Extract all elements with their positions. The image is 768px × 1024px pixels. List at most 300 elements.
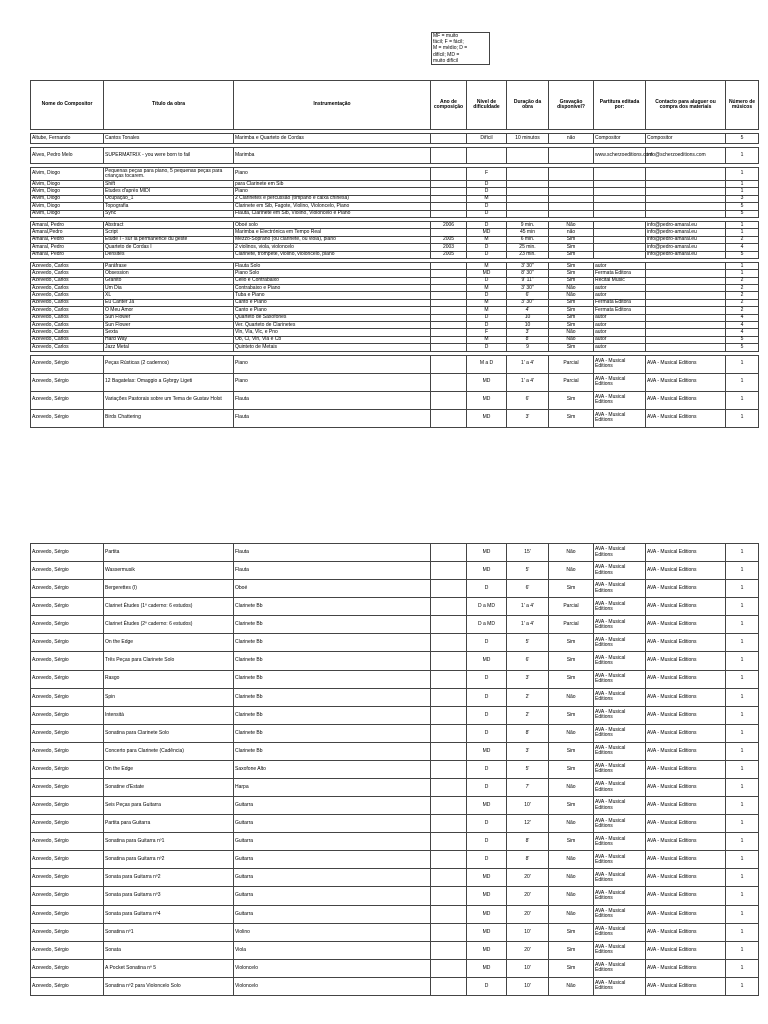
musicians-cell: 3 bbox=[726, 195, 759, 202]
publisher-cell bbox=[594, 236, 646, 243]
composer-cell: Alves, Pedro Melo bbox=[31, 148, 104, 164]
duration-cell: 3' bbox=[507, 409, 549, 427]
contact-cell: AVA - Musical Editions bbox=[646, 670, 726, 688]
duration-cell: 3' 30" bbox=[507, 262, 549, 269]
composer-cell: Amaral, Pedro bbox=[31, 236, 104, 243]
musicians-cell: 5 bbox=[726, 251, 759, 258]
recording-cell: Sim bbox=[549, 580, 594, 598]
difficulty-cell: D bbox=[467, 277, 507, 284]
column-header: Nome do Compositor bbox=[31, 81, 104, 130]
title-cell: Sun Flower bbox=[104, 322, 234, 329]
difficulty-cell: D bbox=[467, 815, 507, 833]
contact-cell bbox=[646, 188, 726, 195]
recording-cell: Sim bbox=[549, 244, 594, 251]
title-cell: Partita bbox=[104, 544, 234, 562]
difficulty-cell: MD bbox=[467, 652, 507, 670]
table-row bbox=[31, 148, 759, 164]
duration-cell: 2' bbox=[507, 706, 549, 724]
publisher-cell: AVA - Musical Editions bbox=[594, 580, 646, 598]
recording-cell: Sim bbox=[549, 652, 594, 670]
difficulty-cell: M a D bbox=[467, 355, 507, 373]
table-row bbox=[31, 134, 759, 144]
instrumentation-cell: Marimba e Electrónica em Tempo Real bbox=[234, 229, 431, 236]
composer-cell: Azevedo, Carlos bbox=[31, 344, 104, 351]
musicians-cell: 4 bbox=[726, 244, 759, 251]
title-cell: Bergerettes (I) bbox=[104, 580, 234, 598]
year-cell bbox=[431, 373, 467, 391]
publisher-cell: AVA - Musical Editions bbox=[594, 544, 646, 562]
composer-cell: Azevedo, Sérgio bbox=[31, 544, 104, 562]
difficulty-cell: D bbox=[467, 760, 507, 778]
musicians-cell: 1 bbox=[726, 797, 759, 815]
recording-cell: Não bbox=[549, 869, 594, 887]
musicians-cell: 5 bbox=[726, 203, 759, 210]
title-cell: Sonata para Guitarra nº3 bbox=[104, 887, 234, 905]
instrumentation-cell: Flauta Solo bbox=[234, 262, 431, 269]
difficulty-cell: D bbox=[467, 203, 507, 210]
recording-cell: Sim bbox=[549, 299, 594, 306]
difficulty-cell: M bbox=[467, 236, 507, 243]
table-row bbox=[31, 562, 759, 580]
recording-cell: Sim bbox=[549, 706, 594, 724]
musicians-cell: 1 bbox=[726, 688, 759, 706]
year-cell bbox=[431, 724, 467, 742]
publisher-cell: autor bbox=[594, 344, 646, 351]
publisher-cell: Recital Music bbox=[594, 277, 646, 284]
publisher-cell: autor bbox=[594, 292, 646, 299]
title-cell: Abstract bbox=[104, 221, 234, 228]
difficulty-cell: D bbox=[467, 322, 507, 329]
contact-cell: AVA - Musical Editions bbox=[646, 706, 726, 724]
recording-cell: Não bbox=[549, 544, 594, 562]
title-cell: Jazz Metal bbox=[104, 344, 234, 351]
difficulty-cell: MD bbox=[467, 229, 507, 236]
recording-cell: Não bbox=[549, 336, 594, 343]
recording-cell: Não bbox=[549, 562, 594, 580]
duration-cell: 23 min. bbox=[507, 251, 549, 258]
duration-cell: 10' bbox=[507, 797, 549, 815]
composer-cell: Azevedo, Sérgio bbox=[31, 869, 104, 887]
difficulty-cell: MD bbox=[467, 391, 507, 409]
recording-cell: Sim bbox=[549, 923, 594, 941]
contact-cell bbox=[646, 329, 726, 336]
contact-cell: info@pedro-amaral.eu bbox=[646, 251, 726, 258]
title-cell: Ocupação_1 bbox=[104, 195, 234, 202]
publisher-cell: AVA - Musical Editions bbox=[594, 706, 646, 724]
recording-cell: Não bbox=[549, 977, 594, 995]
duration-cell: 10' bbox=[507, 977, 549, 995]
table-row bbox=[31, 851, 759, 869]
recording-cell: Não bbox=[549, 221, 594, 228]
contact-cell: AVA - Musical Editions bbox=[646, 580, 726, 598]
difficulty-cell: F bbox=[467, 168, 507, 181]
composer-cell: Azevedo, Sérgio bbox=[31, 923, 104, 941]
publisher-cell: autor bbox=[594, 285, 646, 292]
title-cell: Sonata bbox=[104, 941, 234, 959]
duration-cell bbox=[507, 188, 549, 195]
difficulty-cell: M bbox=[467, 195, 507, 202]
duration-cell: 1' a 4' bbox=[507, 616, 549, 634]
year-cell bbox=[431, 344, 467, 351]
recording-cell bbox=[549, 168, 594, 181]
table-row bbox=[31, 616, 759, 634]
difficulty-cell: M bbox=[467, 299, 507, 306]
year-cell bbox=[431, 797, 467, 815]
duration-cell bbox=[507, 148, 549, 164]
instrumentation-cell: Clarinete Bb bbox=[234, 706, 431, 724]
publisher-cell bbox=[594, 168, 646, 181]
duration-cell: 9 bbox=[507, 344, 549, 351]
table-row bbox=[31, 251, 759, 258]
instrumentation-cell: Viola bbox=[234, 941, 431, 959]
musicians-cell: 1 bbox=[726, 815, 759, 833]
difficulty-cell: MD bbox=[467, 959, 507, 977]
difficulty-cell: M bbox=[467, 336, 507, 343]
instrumentation-cell: Violoncelo bbox=[234, 977, 431, 995]
table-row bbox=[31, 168, 759, 181]
recording-cell bbox=[549, 181, 594, 188]
difficulty-cell: MD bbox=[467, 869, 507, 887]
difficulty-cell: M bbox=[467, 262, 507, 269]
table-row bbox=[31, 270, 759, 277]
musicians-cell: 1 bbox=[726, 544, 759, 562]
year-cell bbox=[431, 598, 467, 616]
recording-cell: Parcial bbox=[549, 598, 594, 616]
composer-cell: Azevedo, Carlos bbox=[31, 329, 104, 336]
duration-cell: 2' bbox=[507, 688, 549, 706]
musicians-cell: 1 bbox=[726, 355, 759, 373]
title-cell: Granito bbox=[104, 277, 234, 284]
publisher-cell: www.scherzoeditions.com bbox=[594, 148, 646, 164]
composer-cell: Azevedo, Sérgio bbox=[31, 815, 104, 833]
musicians-cell: 1 bbox=[726, 148, 759, 164]
duration-cell: 6' bbox=[507, 391, 549, 409]
instrumentation-cell: Clarinete Bb bbox=[234, 616, 431, 634]
table-row bbox=[31, 391, 759, 409]
composer-cell: Azevedo, Carlos bbox=[31, 322, 104, 329]
composer-cell: Azevedo, Sérgio bbox=[31, 634, 104, 652]
composer-cell: Azevedo, Carlos bbox=[31, 262, 104, 269]
title-cell: Wassermusik bbox=[104, 562, 234, 580]
recording-cell bbox=[549, 148, 594, 164]
instrumentation-cell: Guitarra bbox=[234, 797, 431, 815]
table-row bbox=[31, 887, 759, 905]
year-cell bbox=[431, 688, 467, 706]
publisher-cell: autor bbox=[594, 262, 646, 269]
contact-cell: AVA - Musical Editions bbox=[646, 977, 726, 995]
recording-cell: Não bbox=[549, 887, 594, 905]
instrumentation-cell: Clarinete Bb bbox=[234, 724, 431, 742]
composer-cell: Azevedo, Sérgio bbox=[31, 706, 104, 724]
difficulty-cell: D bbox=[467, 188, 507, 195]
musicians-cell: 2 bbox=[726, 299, 759, 306]
duration-cell: 3' 30" bbox=[507, 285, 549, 292]
table-row bbox=[31, 244, 759, 251]
title-cell: Concerto para Clarinete (Cadência) bbox=[104, 742, 234, 760]
difficulty-cell: D bbox=[467, 670, 507, 688]
year-cell bbox=[431, 544, 467, 562]
recording-cell: Não bbox=[549, 779, 594, 797]
publisher-cell bbox=[594, 251, 646, 258]
duration-cell: 8' 30" bbox=[507, 270, 549, 277]
duration-cell: 15' bbox=[507, 544, 549, 562]
recording-cell: não bbox=[549, 134, 594, 144]
title-cell: Sexta bbox=[104, 329, 234, 336]
year-cell bbox=[431, 329, 467, 336]
title-cell: Sonata para Guitarra nº4 bbox=[104, 905, 234, 923]
musicians-cell: 2 bbox=[726, 285, 759, 292]
instrumentation-cell: Violoncelo bbox=[234, 959, 431, 977]
recording-cell: Sim bbox=[549, 270, 594, 277]
composer-cell: Azevedo, Sérgio bbox=[31, 616, 104, 634]
title-cell: Seis Peças para Guitarra bbox=[104, 797, 234, 815]
publisher-cell: Fermata Editora bbox=[594, 270, 646, 277]
composer-cell: Azevedo, Sérgio bbox=[31, 688, 104, 706]
composer-cell: Azevedo, Sérgio bbox=[31, 905, 104, 923]
musicians-cell: 1 bbox=[726, 833, 759, 851]
difficulty-cell: D bbox=[467, 221, 507, 228]
publisher-cell: AVA - Musical Editions bbox=[594, 598, 646, 616]
compositions-table-page-2 bbox=[30, 543, 759, 996]
contact-cell: AVA - Musical Editions bbox=[646, 959, 726, 977]
instrumentation-cell: Guitarra bbox=[234, 905, 431, 923]
year-cell bbox=[431, 616, 467, 634]
duration-cell: 1' a 4' bbox=[507, 355, 549, 373]
title-cell: Sonatine d'Estate bbox=[104, 779, 234, 797]
instrumentation-cell: Canto e Piano bbox=[234, 299, 431, 306]
table-row bbox=[31, 203, 759, 210]
table-row bbox=[31, 409, 759, 427]
year-cell bbox=[431, 652, 467, 670]
composer-cell: Azevedo, Sérgio bbox=[31, 652, 104, 670]
difficulty-cell: D bbox=[467, 580, 507, 598]
composer-cell: Azevedo, Sérgio bbox=[31, 598, 104, 616]
recording-cell: Sim bbox=[549, 262, 594, 269]
musicians-cell: 1 bbox=[726, 616, 759, 634]
table-row bbox=[31, 336, 759, 343]
recording-cell: Sim bbox=[549, 409, 594, 427]
publisher-cell bbox=[594, 210, 646, 217]
title-cell: Partita para Guitarra bbox=[104, 815, 234, 833]
title-cell: Três Peças para Clarinete Solo bbox=[104, 652, 234, 670]
title-cell: Script bbox=[104, 229, 234, 236]
duration-cell bbox=[507, 203, 549, 210]
publisher-cell: AVA - Musical Editions bbox=[594, 905, 646, 923]
instrumentation-cell: Ob, Cl, Vln, Vla e Cb bbox=[234, 336, 431, 343]
composer-cell: Azevedo, Carlos bbox=[31, 336, 104, 343]
composer-cell: Azevedo, Carlos bbox=[31, 307, 104, 314]
table-row bbox=[31, 742, 759, 760]
difficulty-cell: D bbox=[467, 210, 507, 217]
year-cell bbox=[431, 322, 467, 329]
year-cell bbox=[431, 336, 467, 343]
instrumentation-cell: Piano bbox=[234, 188, 431, 195]
year-cell bbox=[431, 195, 467, 202]
recording-cell: Sim bbox=[549, 307, 594, 314]
duration-cell: 10' bbox=[507, 959, 549, 977]
composer-cell: Amaral, Pedro bbox=[31, 244, 104, 251]
contact-cell bbox=[646, 195, 726, 202]
year-cell bbox=[431, 307, 467, 314]
title-cell: Sync bbox=[104, 210, 234, 217]
difficulty-cell: MD bbox=[467, 270, 507, 277]
composer-cell: Azevedo, Sérgio bbox=[31, 724, 104, 742]
composer-cell: Azevedo, Sérgio bbox=[31, 742, 104, 760]
title-cell: Densités bbox=[104, 251, 234, 258]
publisher-cell: AVA - Musical Editions bbox=[594, 923, 646, 941]
publisher-cell: autor bbox=[594, 336, 646, 343]
year-cell bbox=[431, 887, 467, 905]
composer-cell: Alvim, Diogo bbox=[31, 195, 104, 202]
composer-cell: Azevedo, Sérgio bbox=[31, 797, 104, 815]
table-row bbox=[31, 262, 759, 269]
instrumentation-cell: Marimba e Quarteto de Cordas bbox=[234, 134, 431, 144]
table-row bbox=[31, 670, 759, 688]
year-cell bbox=[431, 409, 467, 427]
contact-cell bbox=[646, 262, 726, 269]
recording-cell: Sim bbox=[549, 670, 594, 688]
recording-cell: Não bbox=[549, 329, 594, 336]
year-cell bbox=[431, 355, 467, 373]
year-cell bbox=[431, 181, 467, 188]
recording-cell: Sim bbox=[549, 236, 594, 243]
difficulty-cell: MD bbox=[467, 887, 507, 905]
recording-cell: Sim bbox=[549, 391, 594, 409]
table-row bbox=[31, 344, 759, 351]
duration-cell: 7' bbox=[507, 779, 549, 797]
recording-cell: Sim bbox=[549, 833, 594, 851]
recording-cell bbox=[549, 195, 594, 202]
duration-cell: 4' bbox=[507, 307, 549, 314]
instrumentation-cell: Clarinete Bb bbox=[234, 634, 431, 652]
duration-cell: 8' bbox=[507, 724, 549, 742]
instrumentation-cell: Clarinete Bb bbox=[234, 742, 431, 760]
instrumentation-cell: Piano bbox=[234, 168, 431, 181]
instrumentation-cell: Clarinete Bb bbox=[234, 688, 431, 706]
instrumentation-cell: Mezzo-Soprano (ou clarinete, ou viola), piano bbox=[234, 236, 431, 243]
title-cell: Sonatina nº1 bbox=[104, 923, 234, 941]
instrumentation-cell: 2 violinos, viola, violoncelo bbox=[234, 244, 431, 251]
year-cell bbox=[431, 270, 467, 277]
year-cell bbox=[431, 299, 467, 306]
musicians-cell: 1 bbox=[726, 634, 759, 652]
duration-cell: 10 bbox=[507, 322, 549, 329]
difficulty-cell: M bbox=[467, 285, 507, 292]
title-cell: Sonata para Guitarra nº2 bbox=[104, 869, 234, 887]
contact-cell: AVA - Musical Editions bbox=[646, 815, 726, 833]
contact-cell: AVA - Musical Editions bbox=[646, 688, 726, 706]
title-cell: SUPERMATRIX - you were born to fail bbox=[104, 148, 234, 164]
instrumentation-cell: Piano Solo bbox=[234, 270, 431, 277]
difficulty-cell: D bbox=[467, 779, 507, 797]
publisher-cell bbox=[594, 195, 646, 202]
column-header: Ano de composição bbox=[431, 81, 467, 130]
recording-cell: Sim bbox=[549, 760, 594, 778]
composer-cell: Azevedo, Sérgio bbox=[31, 409, 104, 427]
recording-cell bbox=[549, 210, 594, 217]
contact-cell bbox=[646, 307, 726, 314]
column-header: Instrumentação bbox=[234, 81, 431, 130]
difficulty-cell: MD bbox=[467, 544, 507, 562]
recording-cell: Sim bbox=[549, 251, 594, 258]
year-cell bbox=[431, 210, 467, 217]
table-row bbox=[31, 634, 759, 652]
musicians-cell: 1 bbox=[726, 706, 759, 724]
column-header: Nível de dificuldade bbox=[467, 81, 507, 130]
column-header: Partitura editada por: bbox=[594, 81, 646, 130]
duration-cell bbox=[507, 195, 549, 202]
title-cell: Cantos Tonales bbox=[104, 134, 234, 144]
table-row bbox=[31, 277, 759, 284]
contact-cell: AVA - Musical Editions bbox=[646, 391, 726, 409]
table-row bbox=[31, 598, 759, 616]
musicians-cell: 5 bbox=[726, 344, 759, 351]
title-cell: Um Dia bbox=[104, 285, 234, 292]
year-cell bbox=[431, 742, 467, 760]
recording-cell: Não bbox=[549, 905, 594, 923]
title-cell: Hard Way bbox=[104, 336, 234, 343]
composer-cell: Azevedo, Sérgio bbox=[31, 833, 104, 851]
difficulty-cell: M bbox=[467, 307, 507, 314]
title-cell: Sonatina para Guitarra nº1 bbox=[104, 833, 234, 851]
table-row bbox=[31, 652, 759, 670]
publisher-cell bbox=[594, 221, 646, 228]
difficulty-cell: D a MD bbox=[467, 598, 507, 616]
instrumentation-cell: Marimba bbox=[234, 148, 431, 164]
table-row bbox=[31, 229, 759, 236]
contact-cell: AVA - Musical Editions bbox=[646, 355, 726, 373]
difficulty-cell: D bbox=[467, 851, 507, 869]
instrumentation-cell: Clarinete, trompete, violino, violoncelo, piano bbox=[234, 251, 431, 258]
table-row bbox=[31, 905, 759, 923]
difficulty-cell: D bbox=[467, 833, 507, 851]
instrumentation-cell: Quarteto de Saxofones bbox=[234, 314, 431, 321]
musicians-cell: 1 bbox=[726, 373, 759, 391]
composer-cell: Azevedo, Carlos bbox=[31, 277, 104, 284]
musicians-cell: 1 bbox=[726, 229, 759, 236]
recording-cell: Não bbox=[549, 815, 594, 833]
musicians-cell: 1 bbox=[726, 168, 759, 181]
instrumentation-cell: Ver. Quarteto de Clarinetes bbox=[234, 322, 431, 329]
publisher-cell: AVA - Musical Editions bbox=[594, 634, 646, 652]
instrumentation-cell: Guitarra bbox=[234, 833, 431, 851]
composer-cell: Azevedo, Sérgio bbox=[31, 580, 104, 598]
title-cell: Birds Chattering bbox=[104, 409, 234, 427]
musicians-cell: 1 bbox=[726, 760, 759, 778]
musicians-cell: 1 bbox=[726, 562, 759, 580]
musicians-cell: 5 bbox=[726, 336, 759, 343]
duration-cell: 6' bbox=[507, 652, 549, 670]
table-row bbox=[31, 195, 759, 202]
title-cell: Sonatina para Clarinete Solo bbox=[104, 724, 234, 742]
year-cell bbox=[431, 833, 467, 851]
year-cell bbox=[431, 277, 467, 284]
duration-cell: 45 min bbox=[507, 229, 549, 236]
composer-cell: Azevedo, Sérgio bbox=[31, 562, 104, 580]
instrumentation-cell: Saxofone Alto bbox=[234, 760, 431, 778]
title-cell: Variações Pastorais sobre um Tema de Gustav Holst bbox=[104, 391, 234, 409]
instrumentation-cell: Harpa bbox=[234, 779, 431, 797]
year-cell bbox=[431, 869, 467, 887]
publisher-cell bbox=[594, 244, 646, 251]
contact-cell: AVA - Musical Editions bbox=[646, 851, 726, 869]
recording-cell: não bbox=[549, 229, 594, 236]
year-cell bbox=[431, 580, 467, 598]
table-row bbox=[31, 210, 759, 217]
title-cell: On the Edge bbox=[104, 634, 234, 652]
contact-cell: AVA - Musical Editions bbox=[646, 742, 726, 760]
year-cell bbox=[431, 168, 467, 181]
